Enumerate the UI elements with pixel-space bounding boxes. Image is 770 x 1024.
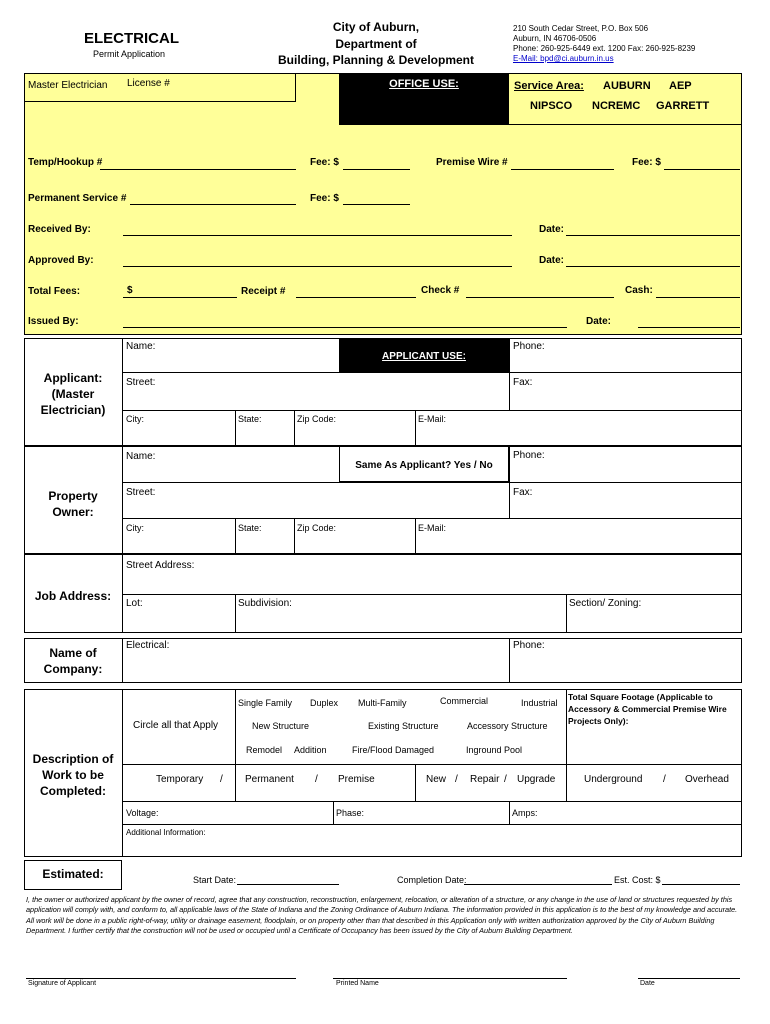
applicant-section-title: Applicant: (Master Electrician) xyxy=(40,371,106,417)
signature-date-label: Date xyxy=(640,980,655,987)
issued-date-label: Date: xyxy=(586,316,612,327)
owner-section-title: Property Owner: xyxy=(48,489,98,519)
new-structure-option[interactable]: New Structure xyxy=(252,721,310,731)
received-by-label: Received By: xyxy=(28,224,91,235)
owner-state-label: State: xyxy=(238,523,262,533)
issued-by-field[interactable] xyxy=(123,327,567,328)
subdivision-label: Subdivision: xyxy=(238,598,292,609)
commercial-option[interactable]: Commercial xyxy=(440,696,489,706)
check-field[interactable] xyxy=(466,297,614,298)
accessory-structure-option[interactable]: Accessory Structure xyxy=(467,721,548,731)
owner-name-label: Name: xyxy=(126,451,156,462)
area-garrett[interactable]: GARRETT xyxy=(656,100,710,112)
total-fees-dollar: $ xyxy=(127,285,133,296)
address-line-3: Phone: 260-925-6449 ext. 1200 Fax: 260-925-8239 xyxy=(513,44,696,53)
company-electrical-label: Electrical: xyxy=(126,640,170,651)
office-use-title: OFFICE USE: xyxy=(389,78,459,90)
completion-date-field[interactable] xyxy=(464,884,612,885)
permanent-fee-field[interactable] xyxy=(343,204,410,205)
printed-name-field[interactable] xyxy=(333,978,567,979)
permanent-option[interactable]: Permanent xyxy=(245,774,294,785)
fire-flood-option[interactable]: Fire/Flood Damaged xyxy=(352,745,435,755)
addition-option[interactable]: Addition xyxy=(294,745,327,755)
area-nipsco[interactable]: NIPSCO xyxy=(530,100,573,112)
permanent-fee-label: Fee: $ xyxy=(310,193,339,204)
slash-5: / xyxy=(663,774,666,785)
applicant-email-label: E-Mail: xyxy=(418,414,447,424)
temp-hookup-label: Temp/Hookup # xyxy=(28,157,103,168)
owner-fax-label: Fax: xyxy=(513,487,533,498)
service-area-label: Service Area: xyxy=(514,80,584,92)
owner-email-label: E-Mail: xyxy=(418,523,447,533)
remodel-option[interactable]: Remodel xyxy=(246,745,283,755)
address-line-2: Auburn, IN 46706-0506 xyxy=(513,34,597,43)
premise-wire-label: Premise Wire # xyxy=(436,157,508,168)
single-family-option[interactable]: Single Family xyxy=(238,698,293,708)
applicant-fax-label: Fax: xyxy=(513,377,533,388)
phase-label: Phase: xyxy=(336,808,365,818)
city-line-3: Building, Planning & Development xyxy=(277,53,474,67)
printed-name-label: Printed Name xyxy=(336,980,379,987)
square-footage-label: Total Square Footage (Applicable to Accessory & Commercial Premise Wire Projects Only): xyxy=(568,692,727,726)
signature-date-field[interactable] xyxy=(638,978,740,979)
applicant-state-label: State: xyxy=(238,414,262,424)
owner-zip-label: Zip Code: xyxy=(297,523,337,533)
total-fees-label: Total Fees: xyxy=(28,286,81,297)
license-label: License # xyxy=(127,78,170,89)
receipt-label: Receipt # xyxy=(241,286,286,297)
applicant-phone-label: Phone: xyxy=(513,341,545,352)
applicant-city-label: City: xyxy=(126,414,144,424)
company-section-title: Name of Company: xyxy=(43,646,103,676)
street-address-label: Street Address: xyxy=(126,560,195,571)
signature-field[interactable] xyxy=(26,978,296,979)
repair-option[interactable]: Repair xyxy=(470,774,500,785)
applicant-name-label: Name: xyxy=(126,341,156,352)
area-auburn[interactable]: AUBURN xyxy=(603,80,651,92)
circle-all-label: Circle all that Apply xyxy=(133,720,219,731)
company-phone-label: Phone: xyxy=(513,640,545,651)
new-option[interactable]: New xyxy=(426,774,447,785)
start-date-field[interactable] xyxy=(237,884,339,885)
total-fees-field[interactable] xyxy=(123,297,237,298)
temp-fee-label: Fee: $ xyxy=(310,157,339,168)
completion-date-label: Completion Date: xyxy=(397,875,467,885)
permanent-service-field[interactable] xyxy=(130,204,296,205)
owner-street-label: Street: xyxy=(126,487,156,498)
received-date-field[interactable] xyxy=(566,235,740,236)
est-cost-label: Est. Cost: $ xyxy=(614,875,661,885)
cash-field[interactable] xyxy=(656,297,740,298)
issued-date-field[interactable] xyxy=(638,327,740,328)
same-as-applicant[interactable]: Same As Applicant? Yes / No xyxy=(355,460,493,471)
slash-2: / xyxy=(315,774,318,785)
section-zoning-label: Section/ Zoning: xyxy=(569,598,642,609)
address-line-1: 210 South Cedar Street, P.O. Box 506 xyxy=(513,24,649,33)
form-title: ELECTRICAL xyxy=(84,30,179,47)
industrial-option[interactable]: Industrial xyxy=(521,698,558,708)
city-line-2: Department of xyxy=(335,37,417,51)
signature-label: Signature of Applicant xyxy=(28,980,97,987)
email-link[interactable]: E-Mail: bpd@ci.auburn.in.us xyxy=(513,54,614,63)
slash-4: / xyxy=(504,774,507,785)
approved-date-field[interactable] xyxy=(566,266,740,267)
premise-fee-label: Fee: $ xyxy=(632,157,661,168)
city-line-1: City of Auburn, xyxy=(332,20,420,34)
est-cost-field[interactable] xyxy=(662,884,740,885)
additional-info-label: Additional Information: xyxy=(126,828,206,837)
premise-wire-field[interactable] xyxy=(511,169,614,170)
overhead-option[interactable]: Overhead xyxy=(685,774,729,785)
premise-fee-field[interactable] xyxy=(664,169,740,170)
lot-label: Lot: xyxy=(126,598,143,609)
voltage-label: Voltage: xyxy=(126,808,159,818)
certification-statement: I, the owner or authorized applicant by the owner of record, agree that any construction, reconstruction, enlargement, relocation, or alteration of a structure, or any change in the use of land or structures requested by this application will comply with, and conform to, all applicable laws of the State of Indiana and the Zoning Ordinance of Auburn Indiana. The information provided in this application is to the best of my knowledge and accurate. All work will be done in a public right-of-way, utility or drainage easement, floodplain, or on property other than that described in this Application only with written authorization approved by the City of Auburn Building Department. I further certify that the construction will not be used or occupied until a Certificate of Occupancy has been issued by the City of Auburn Building Department. xyxy=(26,895,738,936)
applicant-zip-label: Zip Code: xyxy=(297,414,337,424)
applicant-use-title: APPLICANT USE: xyxy=(382,351,466,362)
cash-label: Cash: xyxy=(625,285,653,296)
area-aep[interactable]: AEP xyxy=(669,80,692,92)
existing-structure-option[interactable]: Existing Structure xyxy=(368,721,439,731)
underground-option[interactable]: Underground xyxy=(584,774,643,785)
area-ncremc[interactable]: NCREMC xyxy=(592,100,641,112)
temporary-option[interactable]: Temporary xyxy=(156,774,204,785)
owner-city-label: City: xyxy=(126,523,144,533)
inground-pool-option[interactable]: Inground Pool xyxy=(466,745,523,755)
slash-3: / xyxy=(455,774,458,785)
applicant-street-label: Street: xyxy=(126,377,156,388)
approved-by-label: Approved By: xyxy=(28,255,94,266)
start-date-label: Start Date: xyxy=(193,875,237,885)
temp-hookup-field[interactable] xyxy=(100,169,296,170)
master-electrician-label: Master Electrician xyxy=(28,80,108,91)
upgrade-option[interactable]: Upgrade xyxy=(517,774,556,785)
approved-date-label: Date: xyxy=(539,255,565,266)
issued-by-label: Issued By: xyxy=(28,316,79,327)
receipt-field[interactable] xyxy=(296,297,416,298)
check-label: Check # xyxy=(421,285,460,296)
permanent-service-label: Permanent Service # xyxy=(28,193,127,204)
duplex-option[interactable]: Duplex xyxy=(310,698,339,708)
multi-family-option[interactable]: Multi-Family xyxy=(358,698,407,708)
estimated-title: Estimated: xyxy=(42,867,104,881)
form-subtitle: Permit Application xyxy=(93,49,166,59)
amps-label: Amps: xyxy=(512,808,538,818)
received-by-field[interactable] xyxy=(123,235,512,236)
approved-by-field[interactable] xyxy=(123,266,512,267)
job-address-title: Job Address: xyxy=(34,589,112,603)
owner-phone-label: Phone: xyxy=(513,450,545,461)
temp-fee-field[interactable] xyxy=(343,169,410,170)
received-date-label: Date: xyxy=(539,224,565,235)
slash-1: / xyxy=(220,774,223,785)
premise-option[interactable]: Premise xyxy=(338,774,375,785)
work-section-title: Description of Work to be Completed: xyxy=(32,752,114,798)
